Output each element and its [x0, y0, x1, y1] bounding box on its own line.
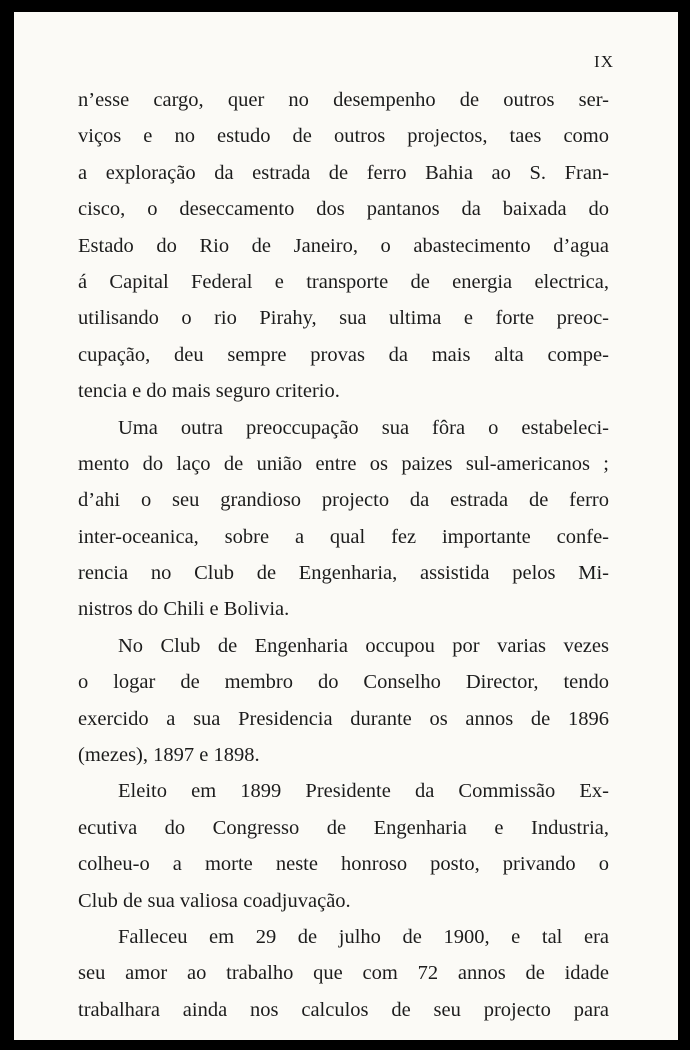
body-text [78, 82, 609, 1028]
text-line: inter-oceanica, sobre a qual fez importante confe- [78, 525, 609, 548]
page-number: IX [594, 52, 614, 71]
text-line: ecutiva do Congresso de Engenharia e Industria, [78, 816, 609, 839]
text-line: seu amor ao trabalho que com 72 annos de idade [78, 962, 609, 985]
book-page [14, 12, 678, 1040]
text-line: Estado do Rio de Janeiro, o abastecimento d’agua [78, 234, 609, 257]
text-line: mento do laço de união entre os paizes sul-americanos ; [78, 452, 609, 475]
paragraph-3 [78, 628, 609, 774]
text-line: (mezes), 1897 e 1898. [78, 744, 260, 767]
text-line: viços e no estudo de outros projectos, taes como [78, 125, 609, 148]
text-line: Falleceu em 29 de julho de 1900, e tal era [118, 925, 609, 948]
text-line: Eleito em 1899 Presidente da Commissão Ex- [118, 780, 609, 803]
text-line: n’esse cargo, quer no desempenho de outros ser- [78, 89, 609, 111]
text-line: nistros do Chili e Bolivia. [78, 598, 290, 621]
paragraph-5 [78, 919, 609, 1028]
text-line: No Club de Engenharia occupou por varias vezes [118, 634, 609, 657]
text-line: colheu-o a morte neste honroso posto, privando o [78, 853, 609, 876]
text-line: tencia e do mais seguro criterio. [78, 380, 340, 403]
text-line: Uma outra preoccupação sua fôra o estabeleci- [118, 416, 609, 439]
text-line: exercido a sua Presidencia durante os annos de 1896 [78, 707, 609, 730]
text-line: trabalhara ainda nos calculos de seu projecto para [78, 998, 609, 1021]
text-line: d’ahi o seu grandioso projecto da estrada de ferro [78, 489, 609, 512]
text-line: rencia no Club de Engenharia, assistida pelos Mi- [78, 562, 609, 585]
text-line: o logar de membro do Conselho Director, tendo [78, 671, 609, 694]
text-line: cupação, deu sempre provas da mais alta compe- [78, 343, 609, 366]
text-line: cisco, o deseccamento dos pantanos da baixada do [78, 198, 609, 221]
paragraph-4 [78, 773, 609, 919]
paragraph-2 [78, 410, 609, 628]
paragraph-1 [78, 82, 609, 410]
text-line: utilisando o rio Pirahy, sua ultima e forte preoc- [78, 307, 609, 330]
text-line: á Capital Federal e transporte de energia electrica, [78, 270, 609, 293]
text-line: Club de sua valiosa coadjuvação. [78, 889, 351, 912]
text-line: a exploração da estrada de ferro Bahia ao S. Fran- [78, 161, 609, 184]
